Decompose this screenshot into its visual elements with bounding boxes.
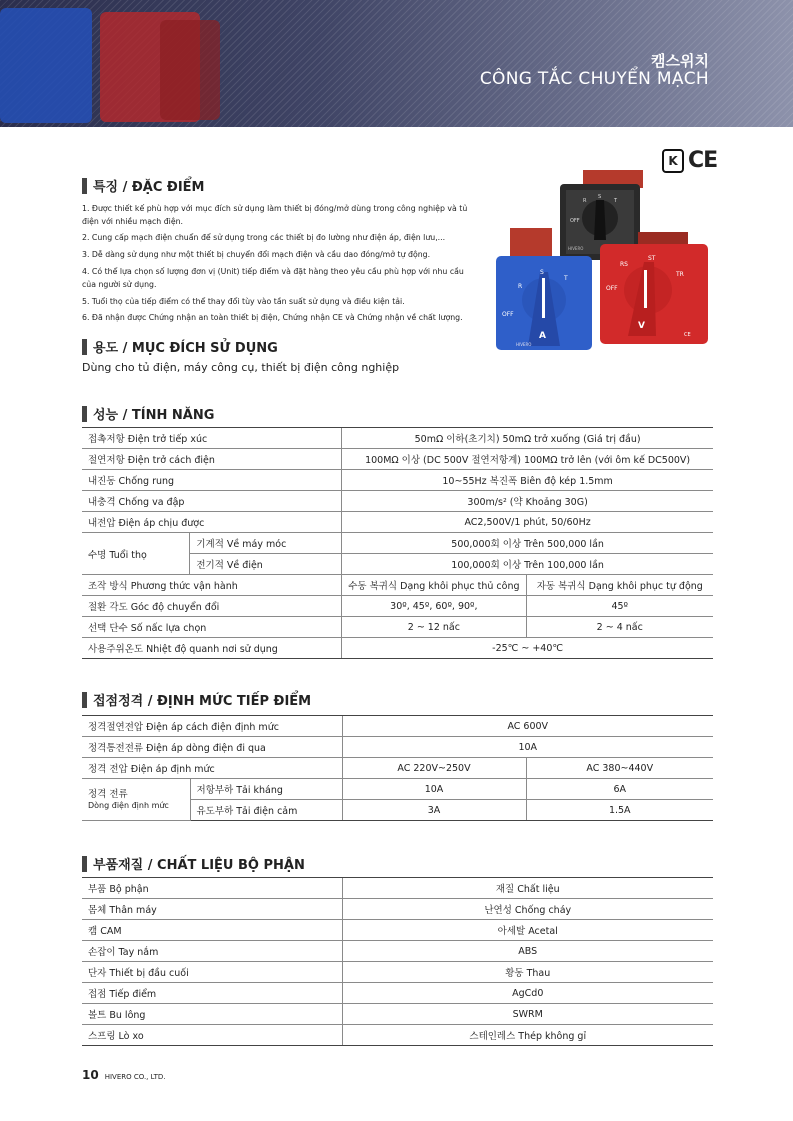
table-row [82,1025,713,1046]
table-cell-label: 사용주위온도 Nhiệt độ quanh nơi sử dụng [82,638,342,659]
table-row [82,449,713,470]
table-cell-label: 정격 전압 Điện áp định mức [82,758,342,779]
table-cell-value: 6A [526,779,713,800]
table-cell-label: 볼트 Bu lông [82,1004,342,1025]
table-row [82,533,713,554]
features-list [82,203,477,329]
table-cell-value: 아세탈 Acetal [342,920,713,941]
banner-blue-switch-image [0,8,92,123]
table-row [82,878,713,899]
table-row [82,428,713,449]
kc-mark-icon: K [662,149,684,173]
blue-knob-label: R [518,283,523,290]
heading-bar [82,856,87,872]
table-row [82,470,713,491]
red-knob-label: TR [676,271,684,278]
blue-knob-label: T [564,275,568,282]
usage-heading-text: 용도 / MỤC ĐÍCH SỬ DỤNG [93,341,278,356]
red-knob-label: V [638,321,645,331]
usage-heading [82,337,278,356]
table-cell-value: 50mΩ 이하(초기치) 50mΩ trở xuống (Giá trị đầu) [342,428,713,449]
table-cell-value: 100MΩ 이상 (DC 500V 절연저항계) 100MΩ trở lên (với ôm kế DC500V) [342,449,713,470]
table-cell-value: AC 220V~250V [342,758,526,779]
banner-red-switch-shadow [160,20,220,120]
table-cell-value: AgCd0 [342,983,713,1004]
black-knob-label: OFF [570,218,580,224]
features-heading [82,176,204,195]
company-name: HIVERO CO., LTD. [104,1073,166,1081]
table-cell-value: 2 ~ 12 nấc [342,617,526,638]
black-knob-brand: HIVERO [568,246,584,251]
table-row [82,491,713,512]
table-cell-label: 내충격 Chống va đập [82,491,342,512]
feature-item: 6. Đã nhận được Chứng nhận an toàn thiết bị điện, Chứng nhận CE và Chứng nhận về chất lượng. [82,313,463,323]
black-knob-label: R [583,198,587,204]
table-cell-label: 정격통전전류 Điện áp dòng điện đi qua [82,737,342,758]
material-table [82,877,713,1046]
ce-mark-icon: CE [688,148,718,173]
table-row [82,779,713,800]
table-cell-sublabel: 유도부하 Tải điện cảm [190,800,342,821]
table-cell-label: 내전압 Điện áp chịu được [82,512,342,533]
table-cell-label: 선택 단수 Số nấc lựa chọn [82,617,342,638]
header-banner [0,0,793,127]
table-cell-value: 황동 Thau [342,962,713,983]
feature-item: 1. Được thiết kế phù hợp với mục đích sử dụng làm thiết bị đóng/mở dùng trong công nghiệp và tủ điện với nhiều mạch điện. [82,204,468,226]
table-cell-value: 2 ~ 4 nấc [526,617,713,638]
red-knob-label: ST [648,255,656,262]
performance-heading [82,404,214,423]
black-knob-label: S [598,194,602,200]
table-cell-label: 단자 Thiết bị đầu cuối [82,962,342,983]
feature-item: 4. Có thể lựa chọn số lượng đơn vị (Unit) tiếp điểm và đặt hàng theo yêu cầu phù hợp với nhu cầu của người sử dụng. [82,267,464,289]
table-row [82,758,713,779]
table-cell-value: 1.5A [526,800,713,821]
black-knob-label: T [614,198,618,204]
page-number: 10 [82,1068,99,1082]
table-cell-sublabel: 저항부하 Tải kháng [190,779,342,800]
rating-heading-text: 접점정격 / ĐỊNH MỨC TIẾP ĐIỂM [93,694,312,709]
table-row [82,899,713,920]
table-row [82,575,713,596]
table-row [82,1004,713,1025]
material-heading-text: 부품재질 / CHẤT LIỆU BỘ PHẬN [93,858,305,873]
table-cell-label [82,779,190,821]
cam-switch-product-image [488,160,718,365]
rating-table [82,715,713,821]
table-cell-sublabel: 전기적 Về điện [190,554,342,575]
table-cell-value: AC 380~440V [526,758,713,779]
table-cell-value: ABS [342,941,713,962]
rating-heading [82,690,311,709]
table-row [82,716,713,737]
blue-knob-label: OFF [502,311,514,318]
table-cell-label: 부품 Bộ phận [82,878,342,899]
feature-item: 3. Dễ dàng sử dụng như một thiết bị chuyển đổi mạch điện và cầu dao đóng/mở tự động. [82,250,431,260]
feature-item: 2. Cung cấp mạch điện chuẩn để sử dụng trong các thiết bị đo lường như điện áp, điện lưu,... [82,233,446,243]
table-cell-label: 몸체 Thân máy [82,899,342,920]
table-cell-value: AC 600V [342,716,713,737]
table-row [82,512,713,533]
features-heading-text: 특징 / ĐẶC ĐIỂM [93,180,205,195]
feature-item: 5. Tuổi thọ của tiếp điểm có thể thay đổi tùy vào tần suất sử dụng và điều kiện tải. [82,296,405,306]
blue-knob-label: S [540,269,544,276]
table-cell-value: 수동 복귀식 Dạng khôi phục thủ công [342,575,526,596]
table-row [82,596,713,617]
table-cell-value: 난연성 Chống cháy [342,899,713,920]
table-cell-value: 스테인레스 Thép không gỉ [342,1025,713,1046]
table-row [82,983,713,1004]
table-row [82,920,713,941]
table-row [82,638,713,659]
table-cell-value: SWRM [342,1004,713,1025]
table-cell-label: 조작 방식 Phương thức vận hành [82,575,342,596]
usage-text: Dùng cho tủ điện, máy công cụ, thiết bị điện công nghiệp [82,361,400,374]
page-title-vietnamese: CÔNG TẮC CHUYỂN MẠCH [479,69,709,89]
table-cell-label: 접촉저항 Điện trở tiếp xúc [82,428,342,449]
table-cell-label: 손잡이 Tay nắm [82,941,342,962]
table-cell-label: 절환 각도 Góc độ chuyển đổi [82,596,342,617]
heading-bar [82,178,87,194]
table-cell-value: 재질 Chất liệu [342,878,713,899]
red-knob-ce-mark: CE [684,332,691,338]
table-cell-value: 10~55Hz 복진폭 Biên độ kép 1.5mm [342,470,713,491]
table-cell-value: 30º, 45º, 60º, 90º, [342,596,526,617]
table-cell-value: 10A [342,737,713,758]
table-cell-label: 정격절연전압 Điện áp cách điện định mức [82,716,342,737]
performance-table [82,427,713,659]
table-row [82,941,713,962]
table-cell-value: 자동 복귀식 Dạng khôi phục tự động [526,575,713,596]
table-cell-sublabel: 기계적 Về máy móc [190,533,342,554]
table-row [82,617,713,638]
table-cell-label: 스프링 Lò xo [82,1025,342,1046]
blue-knob-brand: HIVERO [516,342,532,347]
heading-bar [82,339,87,355]
heading-bar [82,692,87,708]
table-cell-label: 접점 Tiếp điểm [82,983,342,1004]
page-title-korean: 캠스위치 [651,52,709,70]
blue-knob-label: A [539,331,546,341]
table-cell-value: 45º [526,596,713,617]
table-cell-value: -25℃ ~ +40℃ [342,638,713,659]
table-cell-value: 300m/s² (약 Khoảng 30G) [342,491,713,512]
table-cell-value: 100,000회 이상 Trên 100,000 lần [342,554,713,575]
table-row [82,737,713,758]
table-row [82,962,713,983]
red-knob-label: OFF [606,285,618,292]
material-heading [82,854,305,873]
table-cell-value: 3A [342,800,526,821]
table-cell-label: 수명 Tuổi thọ [82,533,190,575]
table-cell-label: 캠 CAM [82,920,342,941]
table-cell-label: 내진동 Chống rung [82,470,342,491]
performance-heading-text: 성능 / TÍNH NĂNG [93,408,215,423]
page-footer [82,1068,165,1082]
table-cell-label: 절연저항 Điện trở cách điện [82,449,342,470]
table-cell-value: 10A [342,779,526,800]
heading-bar [82,406,87,422]
table-cell-value: 500,000회 이상 Trên 500,000 lần [342,533,713,554]
table-cell-value: AC2,500V/1 phút, 50/60Hz [342,512,713,533]
rated-current-label-kr: 정격 전류 [88,788,128,800]
red-knob-label: RS [620,261,628,268]
rated-current-label-vn: Dòng điện định mức [88,800,169,810]
